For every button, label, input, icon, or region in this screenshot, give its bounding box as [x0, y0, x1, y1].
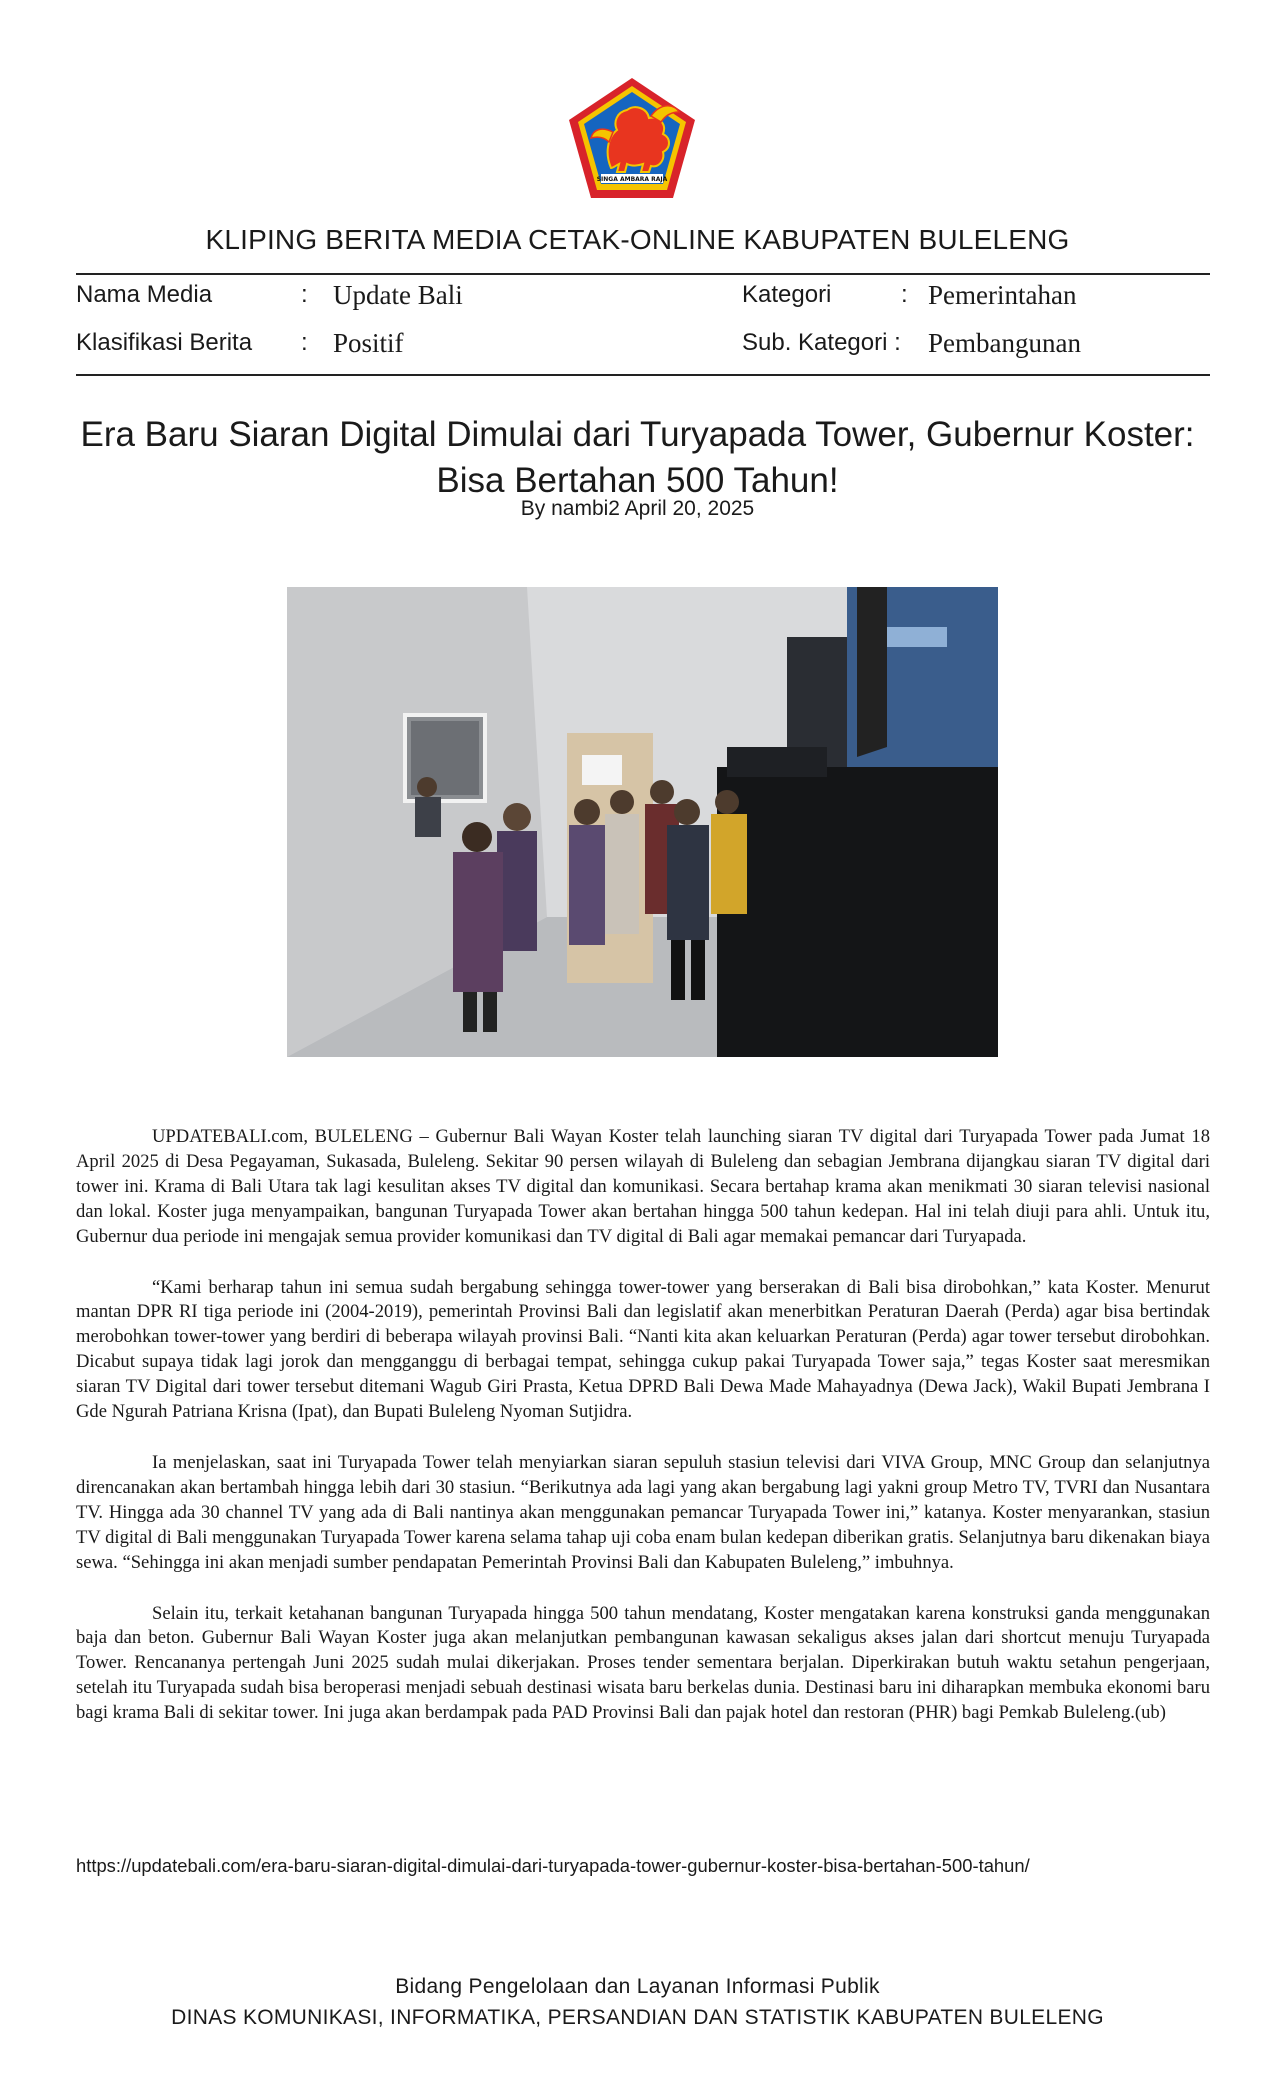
classification-value: Positif	[333, 328, 404, 358]
source-url-link[interactable]: https://updatebali.com/era-baru-siaran-digital-dimulai-dari-turyapada-tower-gubernur-koster-bisa-bertahan-500-tahun/	[76, 1855, 1030, 1876]
header-rule-bottom	[76, 374, 1210, 376]
clipping-header-title: KLIPING BERITA MEDIA CETAK-ONLINE KABUPATEN BULELENG	[205, 224, 1070, 255]
media-name-label: Nama Media	[76, 281, 213, 308]
header-rule-top	[76, 273, 1210, 275]
category-label: Kategori	[742, 281, 832, 308]
buleleng-regency-logo	[567, 76, 697, 200]
article-photo	[287, 587, 998, 1057]
classification-separator: :	[301, 329, 308, 356]
category-value: Pemerintahan	[928, 280, 1077, 310]
article-paragraph-1: UPDATEBALI.com, BULELENG – Gubernur Bali Wayan Koster telah launching siaran TV digital dari Turyapada Tower pada Jumat 18 April 2025 di Desa Pegayaman, Sukasada, Buleleng. Sekitar 90 persen wilayah di Buleleng dan sebagian Jembrana dijangkau siaran TV digital dari tower ini. Krama di Bali Utara tak lagi kesulitan akses TV digital dan komunikasi. Secara bertahap krama akan menikmati 30 siaran televisi nasional dan lokal. Koster juga menyampaikan, bangunan Turyapada Tower akan bertahan hingga 500 tahun kedepan. Hal ini telah diuji para ahli. Untuk itu, Gubernur dua periode ini mengajak semua provider komunikasi dan TV digital di Bali agar memakai pemancar dari Turyapada.	[76, 1126, 1210, 1247]
article-byline: By nambi2 April 20, 2025	[520, 497, 755, 520]
article-paragraph-2: “Kami berharap tahun ini semua sudah bergabung sehingga tower-tower yang berserakan di Bali bisa dirobohkan,” kata Koster. Menurut mantan DPR RI tiga periode ini (2004-2019), pemerintah Provinsi Bali dan legislatif akan menerbitkan Peraturan Daerah (Perda) agar bisa bertindak merobohkan tower-tower yang berdiri di beberapa wilayah provinsi Bali. “Nanti kita akan keluarkan Peraturan (Perda) agar tower tersebut dirobohkan. Dicabut supaya tidak lagi jorok dan mengganggu di berbagai tempat, sehingga cukup pakai Turyapada Tower saja,” tegas Koster saat meresmikan siaran TV Digital dari tower tersebut ditemani Wagub Giri Prasta, Ketua DPRD Bali Dewa Made Mahayadnya (Dewa Jack), Wakil Bupati Jembrana I Gde Ngurah Patriana Krisna (Ipat), dan Bupati Buleleng Nyoman Sutjidra.	[76, 1276, 1210, 1423]
subcategory-label: Sub. Kategori :	[742, 329, 901, 356]
article-title: Era Baru Siaran Digital Dimulai dari Turyapada Tower, Gubernur Koster: Bisa Bertahan 500 Tahun!	[80, 415, 1195, 500]
classification-label: Klasifikasi Berita	[76, 329, 253, 356]
article-paragraph-4: Selain itu, terkait ketahanan bangunan Turyapada hingga 500 tahun mendatang, Koster mengatakan karena konstruksi ganda menggunakan baja dan beton. Gubernur Bali Wayan Koster juga akan melanjutkan pembangunan kawasan sekaligus akses jalan dari shortcut menuju Turyapada Tower. Rencananya pertengah Juni 2025 sudah mulai dikerjakan. Proses tender sementara berjalan. Diperkirakan butuh waktu setahun pengerjaan, setelah itu Turyapada sudah bisa beroperasi menjadi sebuah destinasi wisata baru berkelas dunia. Destinasi baru ini diharapkan membuka ekonomi baru bagi krama Bali di sekitar tower. Ini juga akan berdampak pada PAD Provinsi Bali dan pajak hotel dan restoran (PHR) bagi Pemkab Buleleng.(ub)	[76, 1602, 1210, 1724]
media-name-value: Update Bali	[333, 280, 463, 310]
media-name-separator: :	[301, 281, 308, 308]
article-body	[76, 1125, 1210, 1752]
footer-department-line2: DINAS KOMUNIKASI, INFORMATIKA, PERSANDIAN DAN STATISTIK KABUPATEN BULELENG	[171, 2006, 1104, 2029]
category-separator: :	[901, 281, 908, 308]
subcategory-value: Pembangunan	[928, 328, 1081, 358]
article-paragraph-3: Ia menjelaskan, saat ini Turyapada Tower telah menyiarkan siaran sepuluh stasiun televisi dari VIVA Group, MNC Group dan selanjutnya direncanakan akan bertambah hingga lebih dari 30 stasiun. “Berikutnya ada lagi yang akan bergabung lagi yakni group Metro TV, TVRI dan Nusantara TV. Hingga ada 30 channel TV yang ada di Bali nantinya akan menggunakan pemancar Turyapada Tower ini,” katanya. Koster menyarankan, stasiun TV digital di Bali menggunakan Turyapada Tower karena selama tahap uji coba enam bulan kedepan diberikan gratis. Selanjutnya baru dikenakan biaya sewa. “Sehingga ini akan menjadi sumber pendapatan Pemerintah Provinsi Bali dan Kabupaten Buleleng,” imbuhnya.	[76, 1451, 1210, 1573]
svg-text:SINGA AMBARA RAJA: SINGA AMBARA RAJA	[596, 176, 668, 183]
footer-department-line1: Bidang Pengelolaan dan Layanan Informasi Publik	[395, 1975, 880, 1998]
